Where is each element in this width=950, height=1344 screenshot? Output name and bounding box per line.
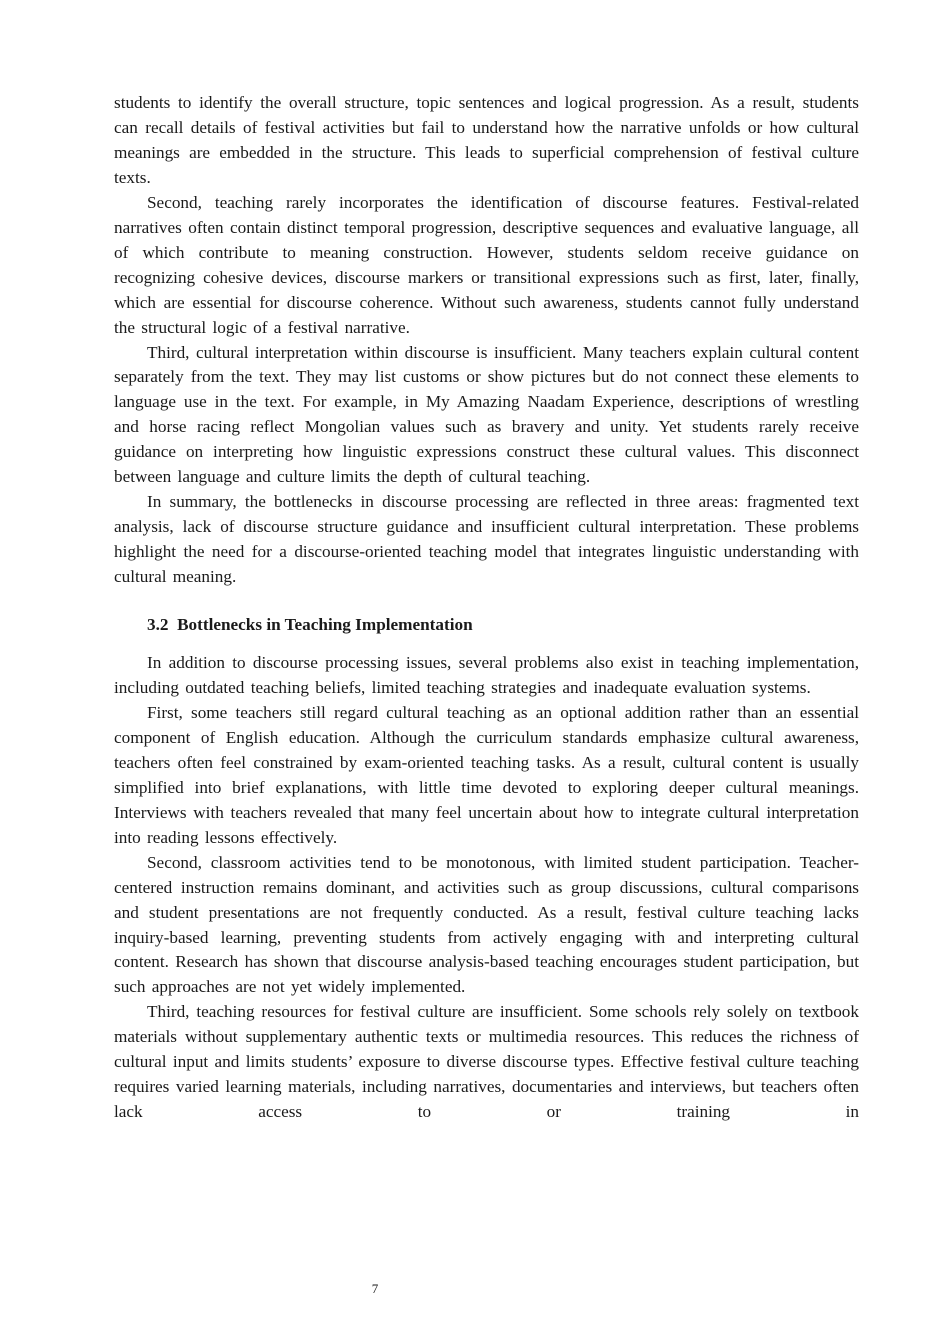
section-heading: 3.2 Bottlenecks in Teaching Implementation [147,615,473,635]
paragraph: Second, teaching rarely incorporates the identification of discourse features. Festival-related narratives often contain distinct temporal progression, descriptive sequences and evaluative language, all of which contribute to meaning construction. However, students seldom receive guidance on recognizing cohesive devices, discourse markers or transitional expressions such as first, later, finally, which are essential for discourse coherence. Without such awareness, students cannot fully understand the structural logic of a festival narrative. [114,192,859,337]
page-number: 7 [371,1281,379,1296]
paragraph: In summary, the bottlenecks in discourse processing are reflected in three areas: fragmented text analysis, lack of discourse structure guidance and insufficient cultural interpretation. These problems highlight the need for a discourse-oriented teaching model that integrates linguistic understanding with cultural meaning. [114,492,859,587]
paragraph: First, some teachers still regard cultural teaching as an optional addition rather than an essential component of English education. Although the curriculum standards emphasize cultural awareness, teachers often feel constrained by exam-oriented teaching tasks. As a result, cultural content is usually simplified into brief explanations, with little time devoted to exploring deeper cultural meanings. Interviews with teachers revealed that many feel uncertain about how to integrate cultural interpretation into reading lessons effectively. [114,702,859,847]
paragraph: Third, teaching resources for festival culture are insufficient. Some schools rely solely on textbook materials without supplementary authentic texts or multimedia resources. This reduces the richness of cultural input and limits students’ exposure to diverse discourse types. Effective festival culture teaching requires varied learning materials, including narratives, documentaries and interviews, but teachers often lack access to or training in [114,1002,859,1122]
paragraph: students to identify the overall structure, topic sentences and logical progression. As a result, students can recall details of festival activities but fail to understand how the narrative unfolds or how cultural meanings are embedded in the structure. This leads to superficial comprehension of festival culture texts. [114,93,859,187]
paragraph: In addition to discourse processing issues, several problems also exist in teaching implementation, including outdated teaching beliefs, limited teaching strategies and inadequate evaluation systems. [114,653,859,697]
paragraph: Second, classroom activities tend to be monotonous, with limited student participation. Teacher-centered instruction remains dominant, and activities such as group discussions, cultural comparisons and student presentations are not frequently conducted. As a result, festival culture teaching lacks inquiry-based learning, preventing students from actively engaging with and interpreting cultural content. Research has shown that discourse analysis-based teaching encourages student participation, but such approaches are not yet widely implemented. [114,852,859,997]
document-body [114,91,859,1125]
paragraph: Third, cultural interpretation within discourse is insufficient. Many teachers explain cultural content separately from the text. They may list customs or show pictures but do not connect these elements to language use in the text. For example, in My Amazing Naadam Experience, descriptions of wrestling and horse racing reflect Mongolian values such as bravery and unity. Yet students rarely receive guidance on interpreting how linguistic expressions construct these cultural values. This disconnect between language and culture limits the depth of cultural teaching. [114,342,859,487]
